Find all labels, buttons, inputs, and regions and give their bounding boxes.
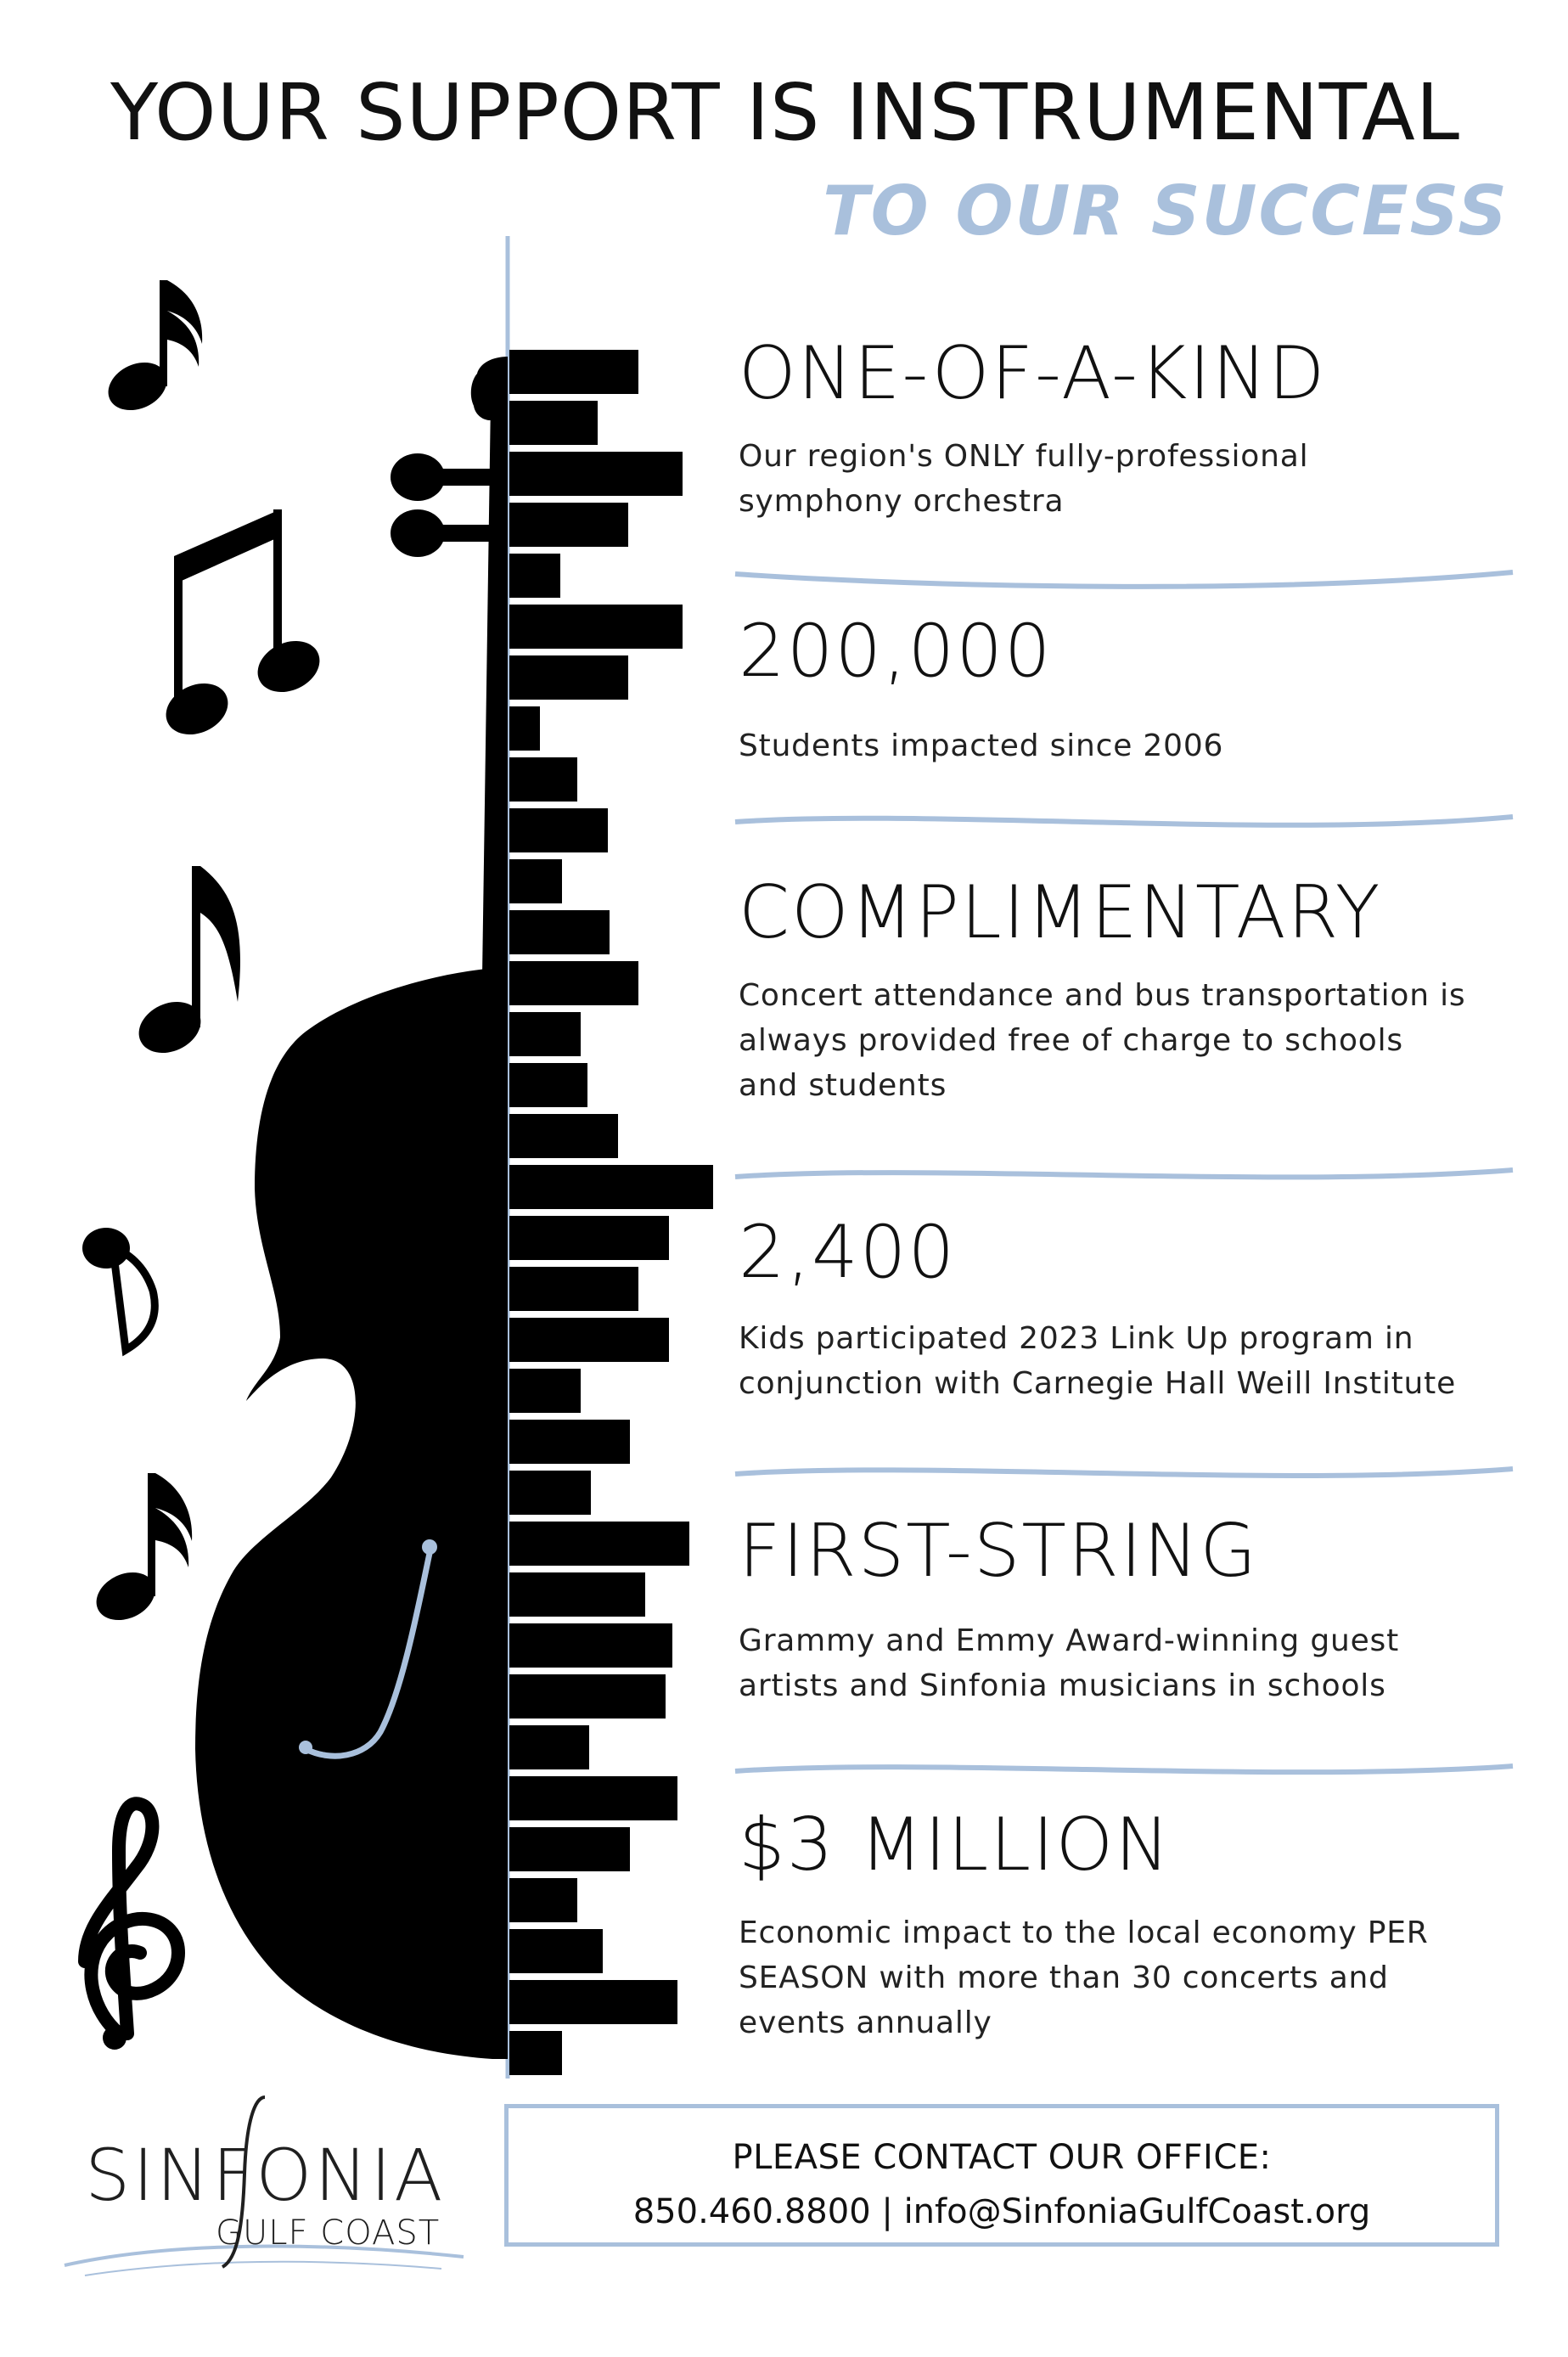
- stat-block: [739, 1509, 1520, 1708]
- stat-title: 200,000: [739, 609, 1053, 694]
- stat-title: COMPLIMENTARY: [739, 870, 1382, 955]
- half-note-icon: [82, 1228, 155, 1350]
- stat-title: $3 MILLION: [739, 1803, 1172, 1887]
- stat-description: [739, 1910, 1520, 2045]
- divider-1: [735, 572, 1513, 587]
- phone-number[interactable]: 850.460.8800: [632, 2192, 871, 2231]
- stat-title: FIRST-STRING: [739, 1509, 1259, 1594]
- contact-line: [509, 2193, 1495, 2230]
- sinfonia-logo: [56, 2080, 481, 2275]
- piano-keys-icon: [509, 350, 713, 2075]
- contact-separator: |: [881, 2192, 893, 2231]
- stat-line: Our region's ONLY fully-professional: [739, 439, 1309, 475]
- stat-line: Economic impact to the local economy PER: [739, 1915, 1429, 1951]
- stat-line: Kids participated 2023 Link Up program in: [739, 1321, 1414, 1357]
- email-link[interactable]: info@SinfoniaGulfCoast.org: [903, 2192, 1371, 2231]
- treble-clef-icon: [85, 1803, 178, 2050]
- stat-line: Concert attendance and bus transportation is: [739, 978, 1466, 1014]
- stat-description: [739, 434, 1520, 524]
- stat-line: events annually: [739, 2005, 992, 2041]
- stat-block: [739, 609, 1520, 768]
- headline: YOUR SUPPORT IS INSTRUMENTAL: [110, 67, 1461, 158]
- stat-block: [739, 1803, 1520, 2045]
- stat-description: [739, 1618, 1520, 1708]
- logo-wordmark: SINFONIA: [85, 2134, 446, 2217]
- eighth-note-icon: [131, 866, 240, 1062]
- divider-5: [735, 1766, 1513, 1772]
- stat-line: conjunction with Carnegie Hall Weill Institute: [739, 1366, 1457, 1402]
- logo-subtitle: GULF COAST: [216, 2214, 441, 2253]
- contact-box: [504, 2104, 1499, 2247]
- sixteenth-note-icon: [100, 280, 202, 419]
- divider-4: [735, 1469, 1513, 1476]
- stat-line: SEASON with more than 30 concerts and: [739, 1960, 1389, 1996]
- divider-3: [735, 1170, 1513, 1177]
- stat-block: [739, 870, 1520, 1108]
- contact-heading: PLEASE CONTACT OUR OFFICE:: [732, 2138, 1272, 2177]
- stat-line: Students impacted since 2006: [739, 728, 1224, 764]
- stat-description: [739, 1316, 1520, 1406]
- stat-description: [739, 973, 1520, 1108]
- stat-line: and students: [739, 1068, 947, 1104]
- stat-title: 2,400: [739, 1210, 957, 1295]
- divider-2: [735, 817, 1513, 825]
- stat-title: ONE-OF-A-KIND: [739, 331, 1327, 416]
- violin-silhouette-icon: [195, 357, 508, 2059]
- beamed-eighth-notes-icon: [158, 509, 329, 744]
- sixteenth-note-icon: [88, 1473, 192, 1629]
- subheadline: TO OUR SUCCESS: [823, 172, 1509, 250]
- stat-line: artists and Sinfonia musicians in schools: [739, 1668, 1386, 1704]
- stat-block: [739, 1210, 1520, 1406]
- stat-block: [739, 331, 1520, 524]
- stat-line: Grammy and Emmy Award-winning guest: [739, 1623, 1400, 1659]
- stat-description: [739, 723, 1520, 768]
- stat-line: always provided free of charge to schools: [739, 1023, 1403, 1059]
- stat-line: symphony orchestra: [739, 484, 1065, 520]
